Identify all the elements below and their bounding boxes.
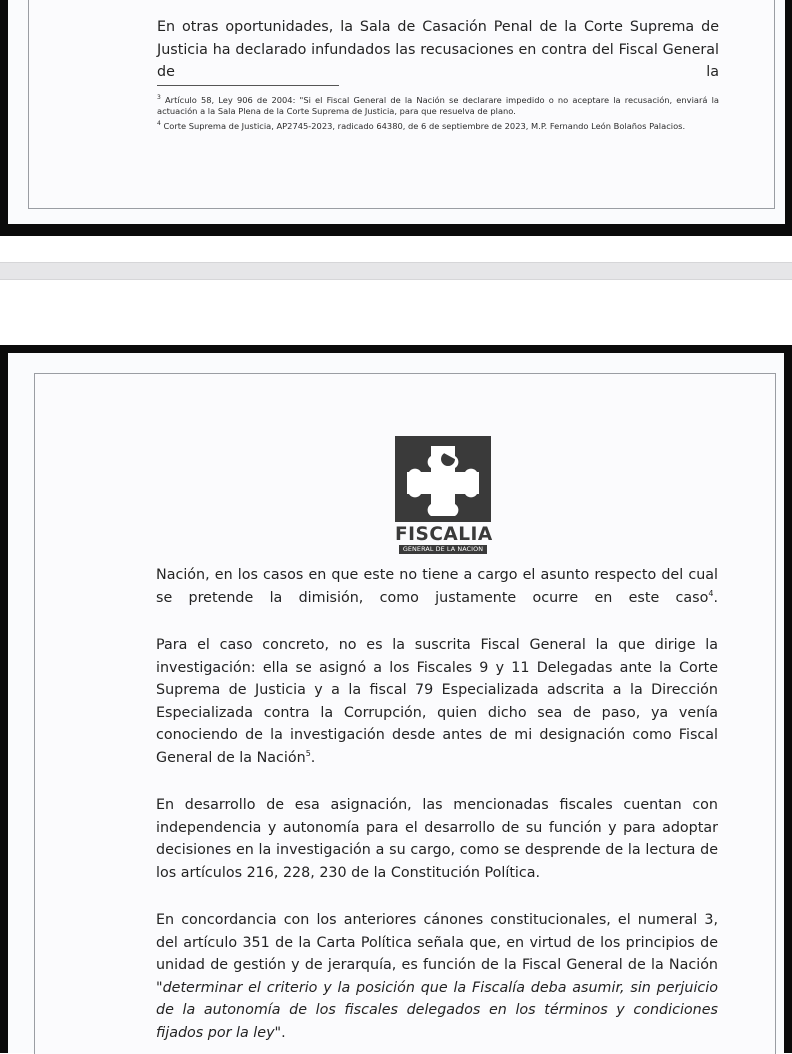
footnote-separator	[157, 85, 339, 86]
footnote-ref: 4	[708, 588, 714, 598]
document-page-previous	[0, 0, 792, 236]
paragraph-end: .	[281, 1024, 286, 1041]
footnote-text: Artículo 58, Ley 906 de 2004: "Si el Fiscal General de la Nación se declarare impedido o no aceptare la recusación, enviará la actuación a la Sala Plena de la Corte Suprema de Justicia, para que resuelva de plano.	[157, 94, 720, 117]
paragraph-end: .	[713, 589, 718, 606]
page-content-frame	[28, 0, 775, 209]
document-page-current	[0, 345, 792, 1053]
paragraph-text: Nación, en los casos en que este no tiene a cargo el asunto respecto del cual se pretende la dimisión, como justamente ocurre en este caso	[156, 567, 718, 606]
puzzle-piece-icon	[395, 436, 491, 522]
body-paragraph	[156, 634, 718, 769]
paragraph-text: En concordancia con los anteriores cánones constitucionales, el numeral 3, del artículo 351 de la Carta Política señala que, en virtud de los principios de unidad de gestión y de jerarquía, es función de la Fiscal General de la Nación	[156, 912, 718, 973]
body-paragraph: En otras oportunidades, la Sala de Casación Penal de la Corte Suprema de Justicia ha declarado infundados las recusaciones en contra del Fiscal General de la	[157, 19, 719, 80]
body-paragraph	[156, 564, 718, 609]
paragraph-text: Para el caso concreto, no es la suscrita Fiscal General la que dirige la investigación: ella se asignó a los Fiscales 9 y 11 Delegadas ante la Corte Suprema de Justicia y a la fiscal 79 Especializada adscrita a la Dirección Especializada contra la Corrupción, quien dicho sea de paso, ya venía conociendo de la investigación desde antes de mi designación como Fiscal General de la Nación	[156, 637, 718, 766]
page-separator	[0, 262, 792, 280]
footnote-mark: 4	[157, 119, 161, 127]
fiscalia-logo	[395, 436, 491, 554]
body-paragraph: En desarrollo de esa asignación, las mencionadas fiscales cuentan con independencia y autonomía para el desarrollo de su función y para adoptar decisiones en la investigación a su cargo, como se desprende de la lectura de los artículos 216, 228, 230 de la Constitución Política.	[156, 797, 718, 881]
footnotes	[157, 92, 719, 132]
paragraph-end: .	[310, 749, 316, 766]
footnote-ref: 5	[305, 748, 311, 758]
footnote-mark: 3	[157, 94, 161, 101]
logo-subtitle: GENERAL DE LA NACION	[399, 545, 487, 554]
page-content-frame	[34, 373, 776, 1054]
footnote-text: Corte Suprema de Justicia, AP2745-2023, radicado 64380, de 6 de septiembre de 2023, M.P. Fernando León Bolaños Palacios.	[163, 120, 686, 131]
quoted-text: "determinar el criterio y la posición que la Fiscalía deba asumir, sin perjuicio de la autonomía de los fiscales delegados en los términos y condiciones fijados por la ley"	[156, 979, 718, 1041]
footnote-4	[157, 118, 719, 132]
footnote-3	[157, 92, 719, 118]
logo-wordmark: FISCALIA	[395, 524, 493, 545]
